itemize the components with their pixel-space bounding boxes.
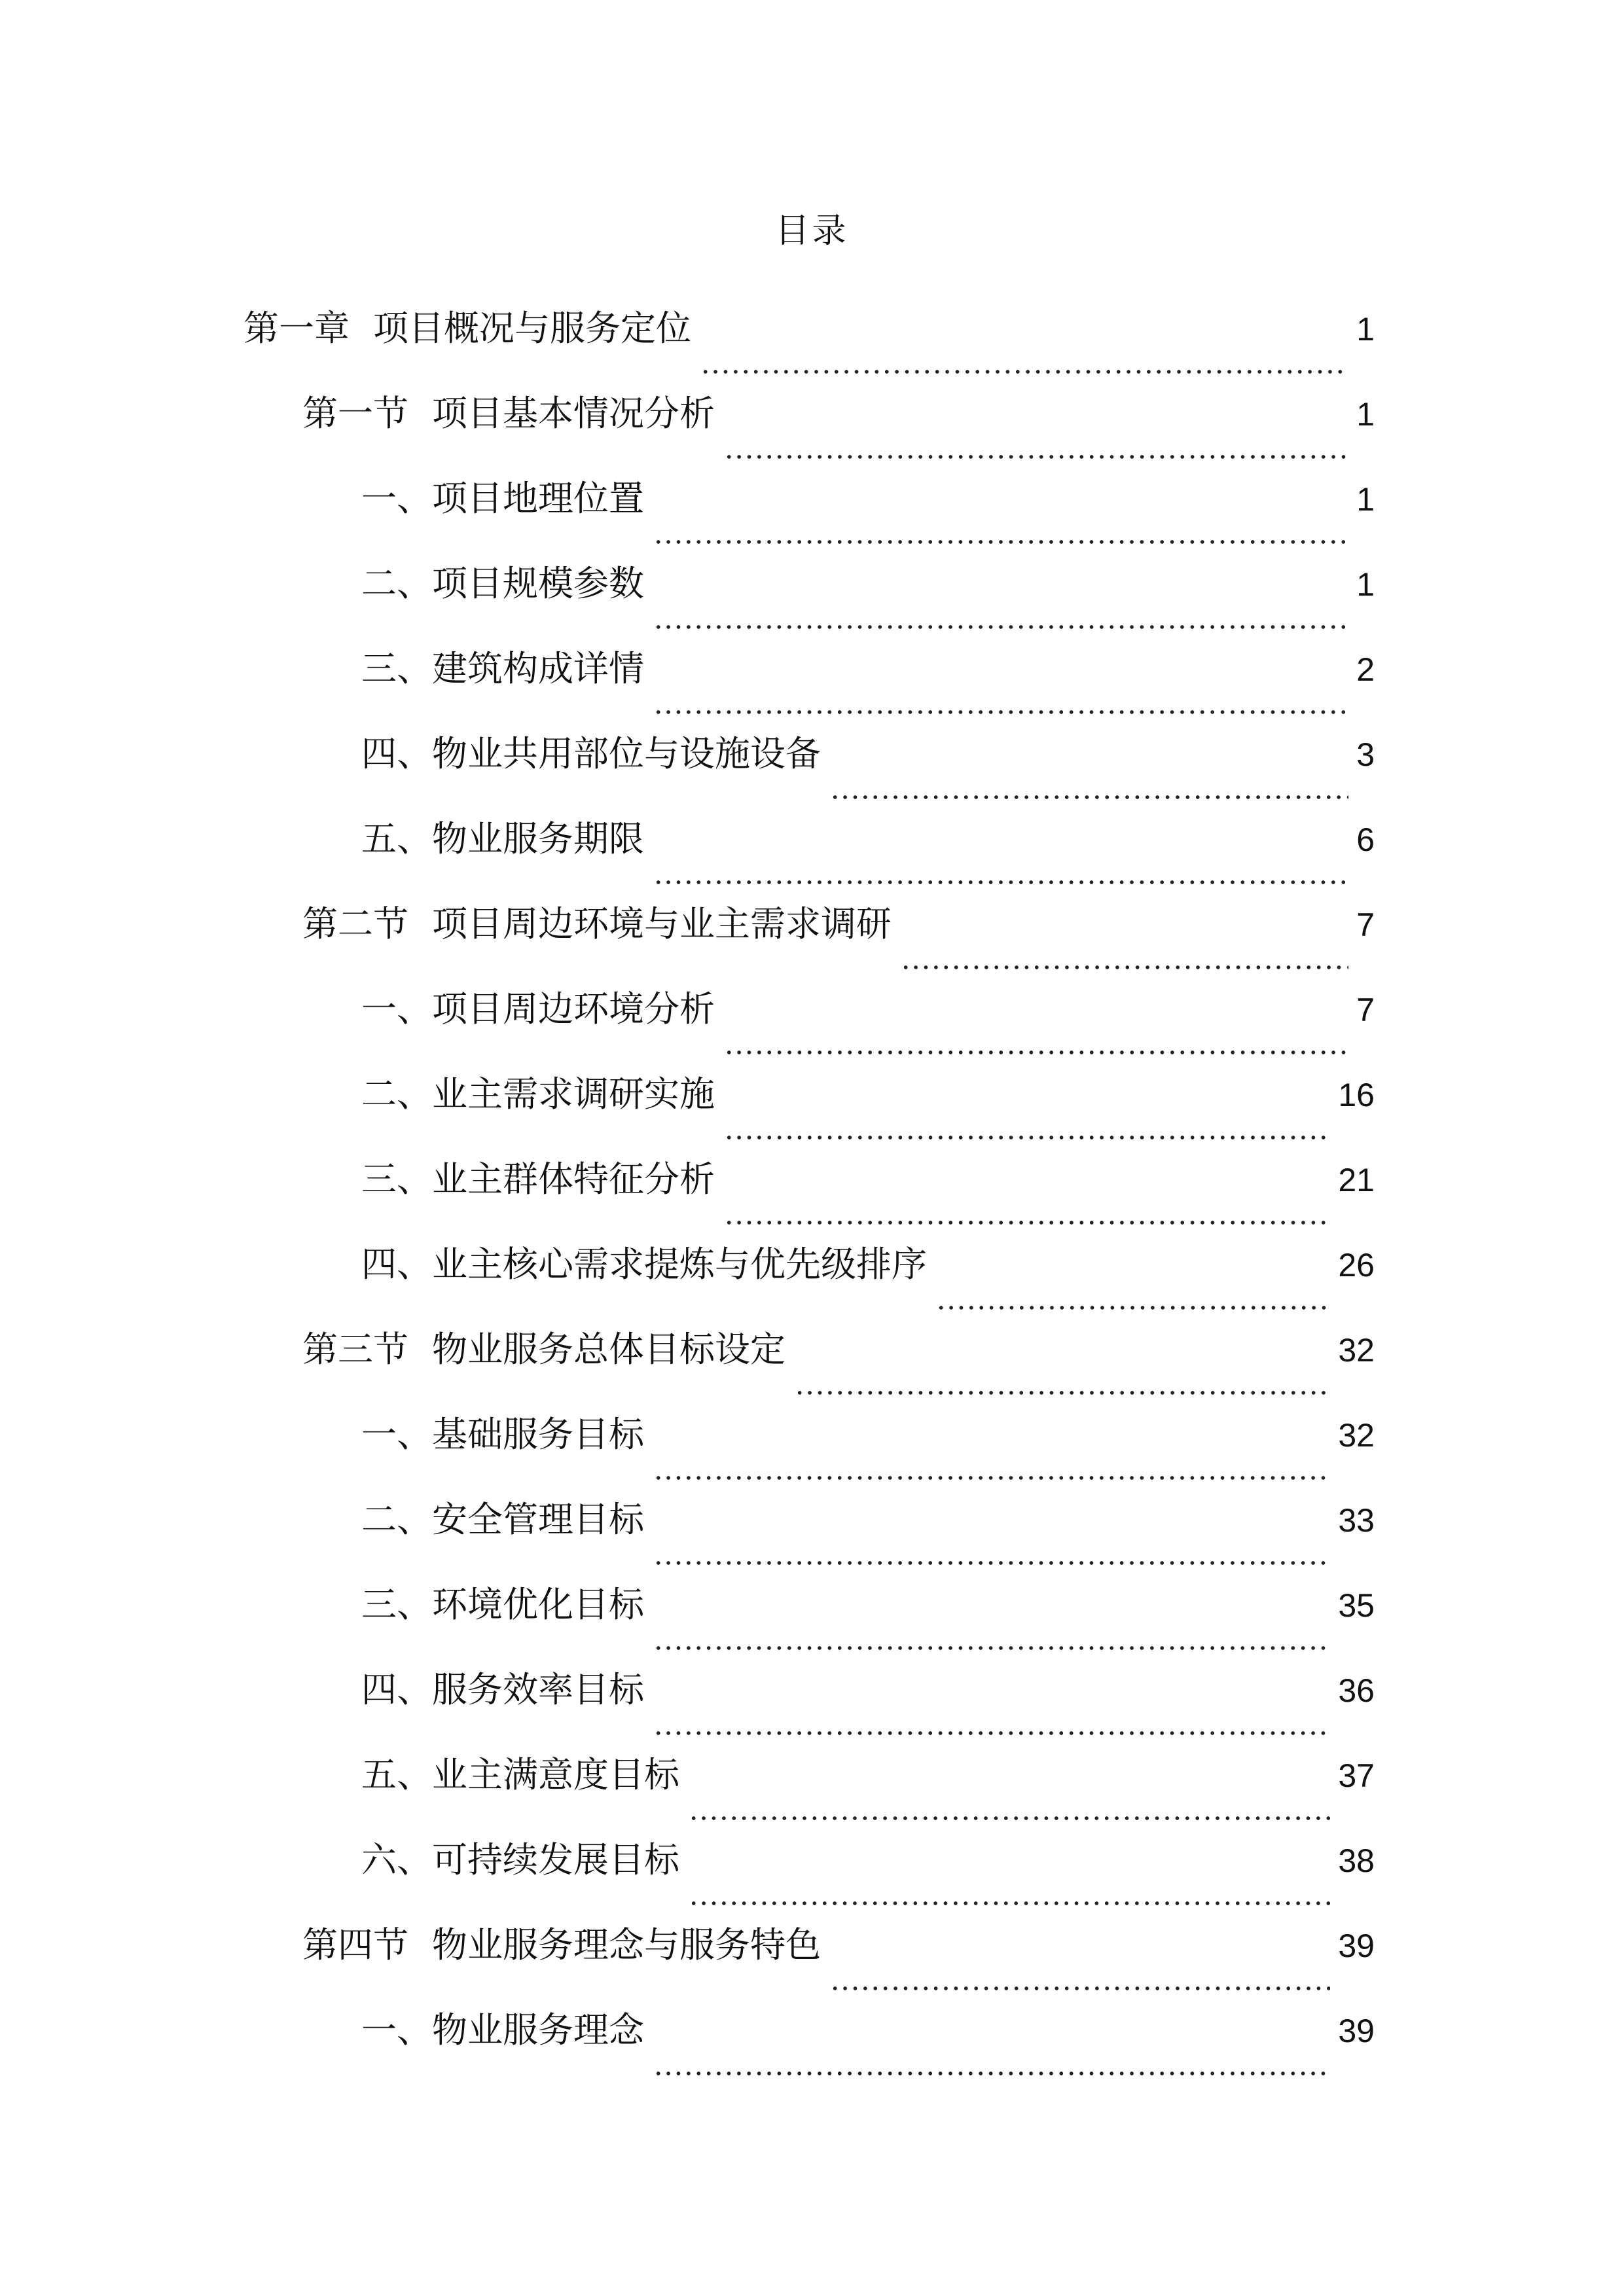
toc-entry-label <box>361 1835 689 1885</box>
toc-page-number: 26 <box>1338 1247 1375 1283</box>
toc-page-number: 35 <box>1338 1587 1375 1624</box>
toc-entry-number: 三、 <box>361 1158 432 1200</box>
toc-dot-leader <box>830 795 1348 800</box>
toc-dot-leader <box>830 1986 1330 1991</box>
toc-entry-text: 安全管理目标 <box>432 1499 644 1540</box>
toc-entry[interactable] <box>0 1916 1624 2001</box>
toc-entry-label <box>361 1580 653 1630</box>
toc-entry-number: 六、 <box>361 1839 432 1880</box>
toc-page-number: 7 <box>1356 906 1375 943</box>
toc-entry-number: 二、 <box>361 1073 432 1115</box>
toc-entry-text: 项目规模参数 <box>432 563 644 604</box>
toc-title: 目录 <box>775 211 849 251</box>
toc-entry[interactable] <box>0 300 1624 385</box>
toc-entry-label <box>244 304 700 353</box>
toc-entry-text: 可持续发展目标 <box>432 1839 679 1880</box>
toc-entry-text: 业主需求调研实施 <box>432 1073 715 1115</box>
toc-entry[interactable] <box>0 895 1624 980</box>
toc-entry-label <box>361 1665 653 1715</box>
toc-page-number: 3 <box>1356 736 1375 773</box>
toc-page-number: 39 <box>1338 1928 1375 1964</box>
toc-dot-leader <box>653 1731 1330 1736</box>
toc-entry-label <box>361 984 724 1034</box>
toc-dot-leader <box>689 1901 1330 1906</box>
toc-entry-number: 三、 <box>361 1584 432 1625</box>
toc-entry-text: 业主群体特征分析 <box>432 1158 715 1200</box>
toc-dot-leader <box>724 1135 1330 1140</box>
toc-page-number: 2 <box>1356 651 1375 688</box>
toc-entry-number: 第四节 <box>302 1924 408 1965</box>
toc-dot-leader <box>901 965 1348 970</box>
toc-entry-text: 项目周边环境与业主需求调研 <box>432 903 892 944</box>
toc-entry[interactable] <box>0 2001 1624 2087</box>
toc-dot-leader <box>653 624 1348 630</box>
toc-entry-text: 服务效率目标 <box>432 1669 644 1710</box>
toc-entry[interactable] <box>0 725 1624 810</box>
toc-entry-label <box>361 2005 653 2055</box>
toc-page-number: 38 <box>1338 1842 1375 1879</box>
toc-page-number: 6 <box>1356 821 1375 858</box>
toc-entry-label <box>361 729 830 779</box>
toc-dot-leader <box>700 369 1348 374</box>
toc-page-number: 39 <box>1338 2013 1375 2049</box>
toc-entry[interactable] <box>0 980 1624 1066</box>
toc-entry-text: 建筑构成详情 <box>432 648 644 689</box>
toc-entry-label <box>361 474 653 524</box>
toc-entry-number: 一、 <box>361 478 432 519</box>
toc-entry[interactable] <box>0 470 1624 555</box>
toc-page-number: 21 <box>1338 1162 1375 1198</box>
toc-dot-leader <box>653 1645 1330 1651</box>
toc-entry-number: 四、 <box>361 1244 432 1285</box>
toc-entry-label <box>302 1920 830 1970</box>
toc-entry-label <box>361 559 653 609</box>
toc-entry[interactable] <box>0 810 1624 895</box>
toc-entry-text: 物业服务期限 <box>432 818 644 859</box>
toc-page-number: 1 <box>1356 481 1375 518</box>
toc-page-number: 36 <box>1338 1672 1375 1709</box>
toc-entry[interactable] <box>0 1831 1624 1916</box>
toc-page-number: 1 <box>1356 311 1375 348</box>
toc-entry-text: 项目地理位置 <box>432 478 644 519</box>
toc-entry-label <box>361 1495 653 1545</box>
toc-page-number: 7 <box>1356 992 1375 1028</box>
toc-entry-label <box>361 814 653 864</box>
toc-entry-label <box>302 1325 795 1374</box>
toc-entry[interactable] <box>0 1661 1624 1746</box>
toc-entry-number: 二、 <box>361 563 432 604</box>
toc-entry-label <box>302 899 901 949</box>
toc-entry-label <box>361 1750 689 1800</box>
toc-entry-label <box>302 389 724 439</box>
toc-entry-number: 第一章 <box>244 308 350 349</box>
toc-entry[interactable] <box>0 1746 1624 1831</box>
toc-entry-text: 物业服务理念 <box>432 2009 644 2051</box>
toc-page-number: 1 <box>1356 396 1375 433</box>
toc-entry-number: 五、 <box>361 1754 432 1795</box>
toc-dot-leader <box>653 709 1348 715</box>
toc-entry-text: 项目周边环境分析 <box>432 988 715 1030</box>
toc-entry[interactable] <box>0 1236 1624 1321</box>
toc-page-number: 1 <box>1356 566 1375 603</box>
toc-entry[interactable] <box>0 1321 1624 1406</box>
toc-page-number: 37 <box>1338 1757 1375 1794</box>
toc-entry-label <box>361 1069 724 1119</box>
toc-entry-text: 项目概况与服务定位 <box>373 308 691 349</box>
toc-entry-text: 环境优化目标 <box>432 1584 644 1625</box>
toc-entry[interactable] <box>0 555 1624 640</box>
toc-entry-number: 第一节 <box>302 393 408 434</box>
toc-entry-text: 基础服务目标 <box>432 1414 644 1455</box>
toc-entry[interactable] <box>0 640 1624 725</box>
toc-entry-text: 业主满意度目标 <box>432 1754 679 1795</box>
toc-entry-number: 四、 <box>361 1669 432 1710</box>
toc-entry[interactable] <box>0 1406 1624 1491</box>
toc-dot-leader <box>653 1475 1330 1480</box>
toc-entry[interactable] <box>0 1576 1624 1661</box>
toc-dot-leader <box>795 1390 1330 1395</box>
toc-entry-label <box>361 1410 653 1460</box>
toc-entry-text: 项目基本情况分析 <box>432 393 715 434</box>
toc-entry-number: 四、 <box>361 733 432 774</box>
toc-page-number: 32 <box>1338 1332 1375 1369</box>
toc-page-number: 16 <box>1338 1077 1375 1113</box>
toc-entry-number: 一、 <box>361 988 432 1030</box>
toc-dot-leader <box>724 1220 1330 1225</box>
toc-entry-number: 二、 <box>361 1499 432 1540</box>
toc-dot-leader <box>653 880 1348 885</box>
toc-page-number: 32 <box>1338 1417 1375 1454</box>
toc-entry[interactable] <box>0 1151 1624 1236</box>
table-of-contents <box>0 300 1624 2087</box>
toc-entry[interactable] <box>0 1066 1624 1151</box>
toc-dot-leader <box>724 454 1348 459</box>
toc-entry-label <box>361 644 653 694</box>
toc-entry-label <box>361 1155 724 1204</box>
toc-dot-leader <box>653 2071 1330 2076</box>
toc-entry-number: 一、 <box>361 1414 432 1455</box>
toc-page-number: 33 <box>1338 1502 1375 1539</box>
toc-entry[interactable] <box>0 385 1624 470</box>
toc-entry-text: 物业共用部位与设施设备 <box>432 733 821 774</box>
toc-entry-number: 一、 <box>361 2009 432 2051</box>
toc-entry-text: 物业服务理念与服务特色 <box>432 1924 821 1965</box>
toc-dot-leader <box>689 1816 1330 1821</box>
toc-entry-text: 物业服务总体目标设定 <box>432 1329 785 1370</box>
toc-entry-number: 五、 <box>361 818 432 859</box>
toc-entry-number: 第二节 <box>302 903 408 944</box>
toc-dot-leader <box>653 539 1348 545</box>
toc-dot-leader <box>936 1305 1330 1310</box>
toc-entry-text: 业主核心需求提炼与优先级排序 <box>432 1244 927 1285</box>
toc-entry[interactable] <box>0 1491 1624 1576</box>
toc-entry-number: 第三节 <box>302 1329 408 1370</box>
toc-entry-number: 三、 <box>361 648 432 689</box>
toc-dot-leader <box>653 1560 1330 1566</box>
toc-dot-leader <box>724 1050 1348 1055</box>
toc-entry-label <box>361 1240 936 1289</box>
